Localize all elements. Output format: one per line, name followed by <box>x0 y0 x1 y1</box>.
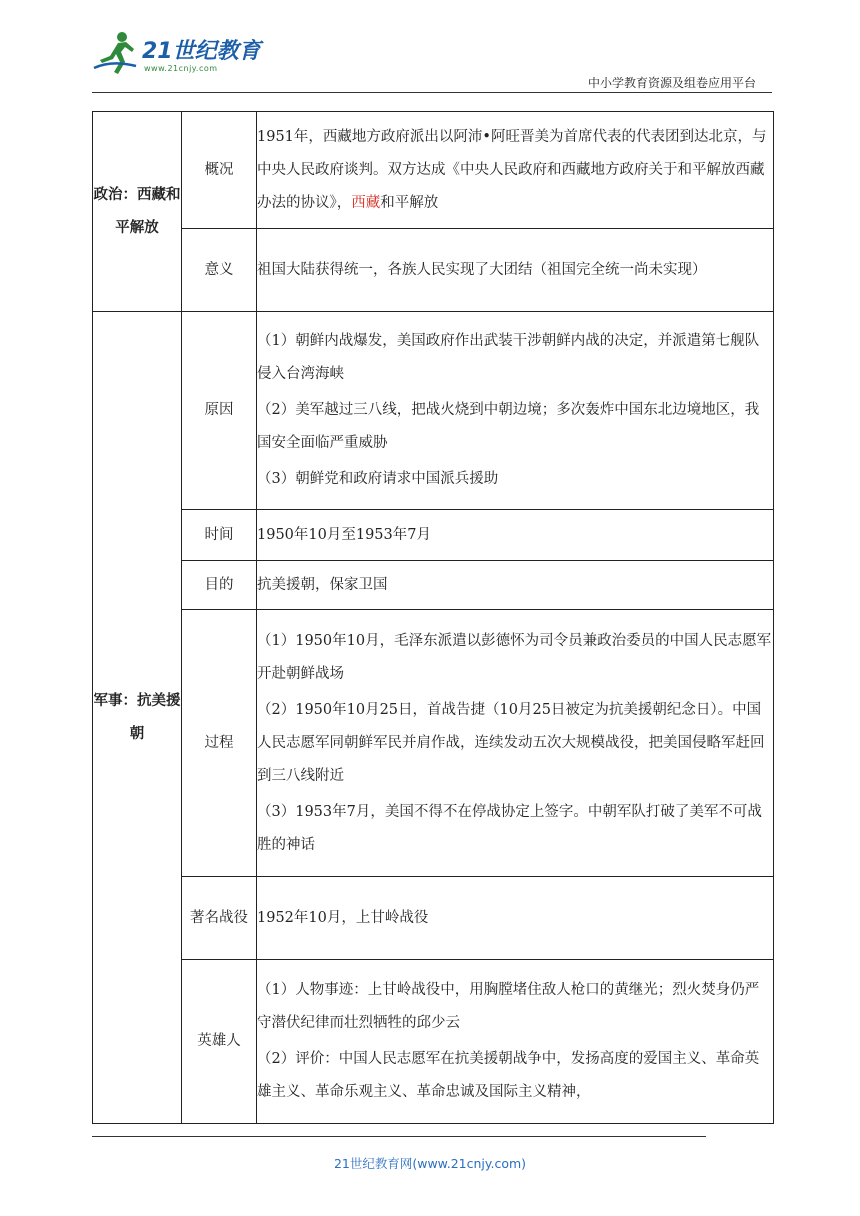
cause-label: 原因 <box>182 312 257 510</box>
process-label: 过程 <box>182 610 257 877</box>
list-item: （1）朝鲜内战爆发，美国政府作出武装干涉朝鲜内战的决定，并派遣第七舰队侵入台湾海峡 <box>257 333 760 382</box>
significance-text: 祖国大陆获得统一，各族人民实现了大团结（祖国完全统一尚未实现） <box>257 229 774 312</box>
battle-text: 1952年10月，上甘岭战役 <box>257 877 774 960</box>
page-header <box>0 0 860 100</box>
time-label: 时间 <box>182 510 257 561</box>
footer-link[interactable]: 21世纪教育网(www.21cnjy.com) <box>333 1156 527 1171</box>
overview-highlight: 西藏 <box>351 194 381 211</box>
header-divider <box>92 92 772 93</box>
table-row <box>93 960 774 1124</box>
overview-label: 概况 <box>182 112 257 229</box>
list-item: （2）1950年10月25日，首战告捷（10月25日被定为抗美援朝纪念日）。中国人民志愿军同朝鲜军民并肩作战，连续发动五次大规模战役，把美国侵略军赶回到三八线附近 <box>257 701 765 784</box>
table-row <box>93 229 774 312</box>
hero-label: 英雄人 <box>182 960 257 1124</box>
list-item: （1）人物事迹：上甘岭战役中，用胸膛堵住敌人枪口的黄继光；烈火焚身仍严守潜伏纪律而壮烈牺牲的邱少云 <box>257 982 760 1031</box>
battle-label: 著名战役 <box>182 877 257 960</box>
summary-table <box>92 111 774 1124</box>
runner-logo-icon <box>92 30 140 76</box>
table-row <box>93 510 774 561</box>
section-politics-title: 政治：西藏和平解放 <box>93 112 182 312</box>
purpose-text: 抗美援朝，保家卫国 <box>257 561 774 610</box>
overview-text-a: 1951年，西藏地方政府派出以阿沛•阿旺晋美为首席代表的代表团到达北京，与中央人民政府谈判。双方达成《中央人民政府和西藏地方政府关于和平解放西藏办法的协议》， <box>257 128 767 211</box>
table-row <box>93 561 774 610</box>
overview-text-b: 和平解放 <box>380 194 439 211</box>
list-item: （2）美军越过三八线，把战火烧到中朝边境；多次轰炸中国东北边境地区，我国安全面临严重威胁 <box>257 402 760 451</box>
list-item: （2）评价：中国人民志愿军在抗美援朝战争中，发扬高度的爱国主义、革命英雄主义、革命乐观主义、革命忠诚及国际主义精神， <box>257 1051 760 1100</box>
table-row <box>93 877 774 960</box>
significance-label: 意义 <box>182 229 257 312</box>
time-text: 1950年10月至1953年7月 <box>257 510 774 561</box>
purpose-label: 目的 <box>182 561 257 610</box>
section-military-title: 军事：抗美援朝 <box>93 312 182 1124</box>
list-item: （3）1953年7月，美国不得不在停战协定上签字。中朝军队打破了美军不可战胜的神话 <box>257 803 762 853</box>
footer-divider <box>92 1136 706 1137</box>
logo-text: 21世纪教育 <box>142 39 261 64</box>
table-row <box>93 312 774 510</box>
overview-cell <box>257 112 774 229</box>
hero-cell <box>257 960 774 1124</box>
logo <box>92 30 272 80</box>
logo-url: www.21cnjy.com <box>144 64 218 73</box>
platform-title: 中小学教育资源及组卷应用平台 <box>587 76 756 90</box>
list-item: （3）朝鲜党和政府请求中国派兵援助 <box>257 471 499 487</box>
table-row <box>93 112 774 229</box>
process-cell <box>257 610 774 877</box>
table-row <box>93 610 774 877</box>
list-item: （1）1950年10月，毛泽东派遣以彭德怀为司令员兼政治委员的中国人民志愿军开赴朝鲜战场 <box>257 632 772 682</box>
cause-cell <box>257 312 774 510</box>
